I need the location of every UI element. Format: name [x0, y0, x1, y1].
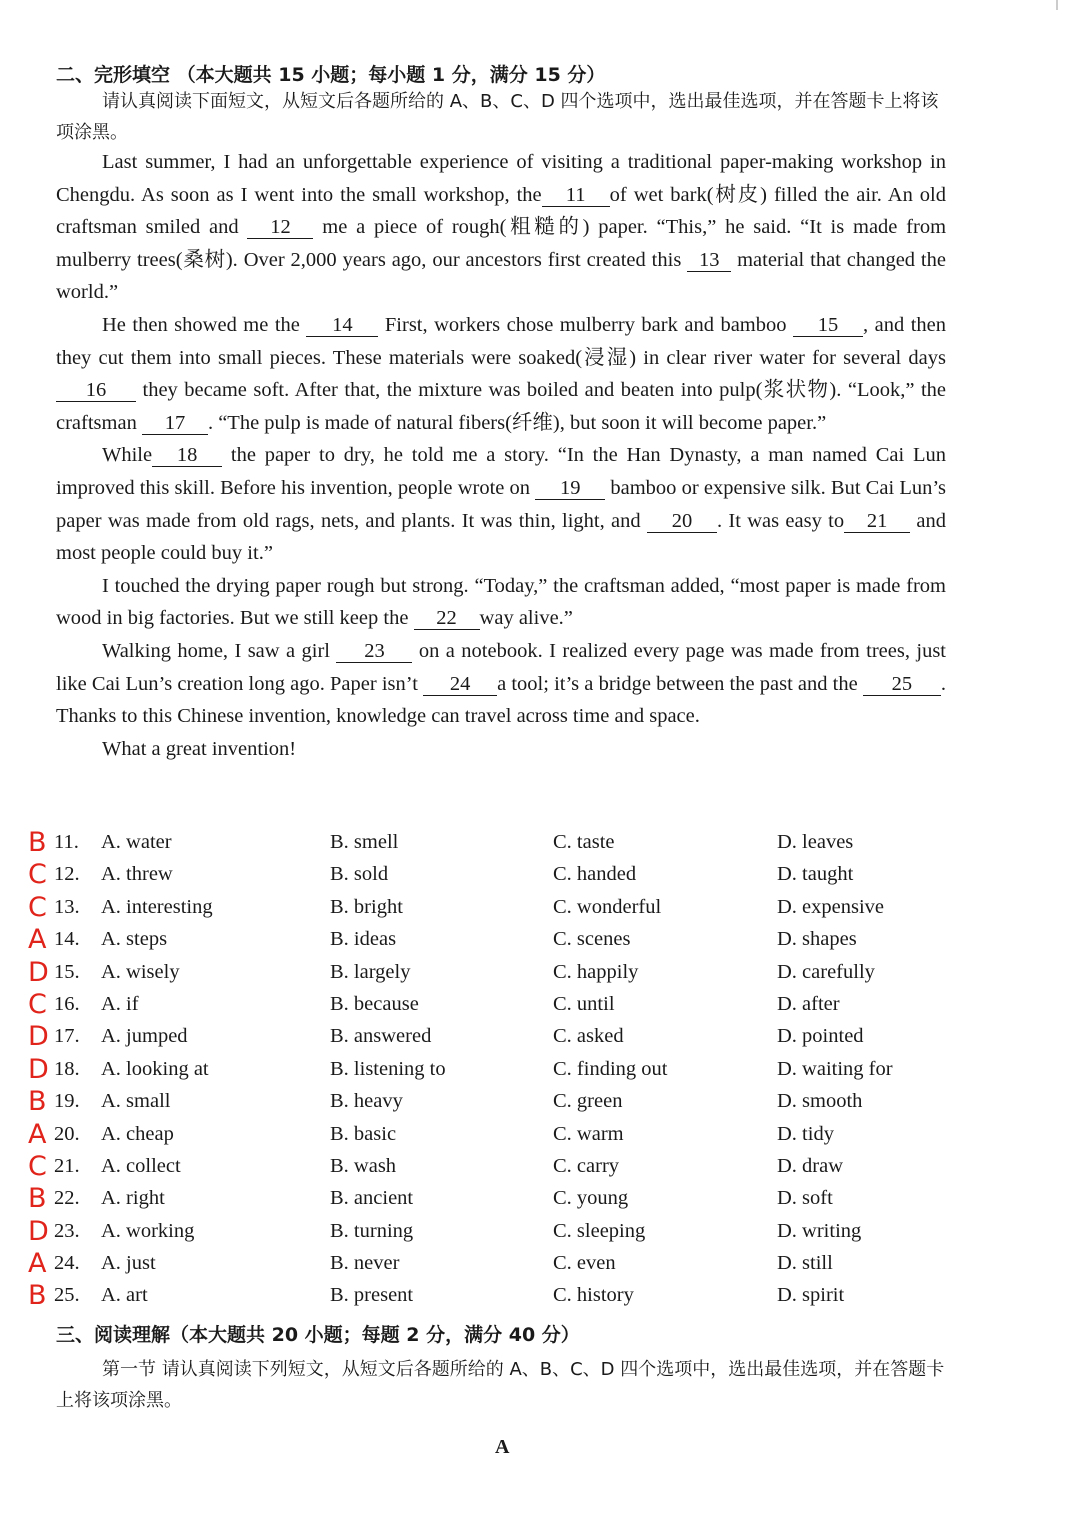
question-row — [0, 827, 1080, 863]
option-b: B. heavy — [330, 1090, 403, 1113]
question-row — [0, 1053, 1080, 1090]
option-d: D. smooth — [777, 1090, 863, 1113]
option-d: D. still — [777, 1252, 833, 1275]
option-d: D. tidy — [777, 1122, 834, 1145]
passage-paragraph-4 — [56, 570, 946, 635]
option-d: D. after — [777, 992, 840, 1015]
option-c: C. even — [553, 1252, 616, 1275]
option-c: C. taste — [553, 831, 615, 853]
handwritten-answer-mark: A — [28, 1248, 47, 1280]
blank-25: 25 — [863, 673, 941, 696]
blank-15: 15 — [793, 314, 863, 337]
handwritten-answer-mark: D — [28, 1215, 49, 1247]
passage-text: bamboo or expensive silk. But Cai Lun’s paper was made from old rags, nets, and plants. It was thin, light, and — [56, 476, 947, 532]
handwritten-answer-mark: D — [28, 1021, 49, 1053]
option-c: C. wonderful — [553, 895, 662, 918]
passage-text: material that changed the world.” — [56, 248, 946, 304]
question-row — [0, 1118, 1080, 1155]
question-row — [0, 891, 1080, 928]
passage-text: First, workers chose mulberry bark and bamboo — [384, 313, 787, 336]
passage-text: way alive.” — [479, 607, 573, 630]
handwritten-answer-mark: C — [28, 988, 47, 1020]
section-2-instructions: 请认真阅读下面短文，从短文后各题所给的 A、B、C、D 四个选项中，选出最佳选项，并在答题卡上将该项涂黑。 — [56, 91, 939, 143]
option-c: C. sleeping — [553, 1219, 646, 1242]
passage-paragraph-5 — [56, 635, 946, 733]
question-row — [0, 1248, 1080, 1284]
passage-paragraph-1 — [56, 146, 946, 309]
question-number: 23. — [54, 1219, 80, 1242]
question-row — [0, 924, 1080, 960]
question-row — [0, 1086, 1080, 1122]
option-d: D. writing — [777, 1219, 862, 1242]
passage-closing-line: What a great invention! — [102, 737, 297, 760]
question-row — [0, 1021, 1080, 1057]
option-a: A. working — [101, 1219, 195, 1242]
question-number: 24. — [54, 1252, 80, 1275]
passage-text: on a notebook. I realized every page was made from trees, just like Cai Lun’s creation long ago. Paper isn’t — [56, 639, 946, 695]
option-b: B. listening to — [330, 1057, 446, 1080]
question-row — [0, 1183, 1080, 1219]
option-b: B. basic — [330, 1122, 397, 1145]
handwritten-answer-mark: B — [28, 827, 47, 858]
handwritten-answer-mark: B — [28, 1280, 47, 1312]
option-a: A. if — [101, 992, 139, 1015]
option-b: B. smell — [330, 831, 399, 853]
option-a: A. collect — [101, 1154, 181, 1177]
passage-text: . “The pulp is made of natural fibers(纤维), but soon it will become paper.” — [207, 411, 827, 434]
option-b: B. answered — [330, 1025, 432, 1048]
question-row — [0, 1215, 1080, 1252]
blank-23: 23 — [336, 640, 412, 663]
option-b: B. turning — [330, 1219, 414, 1242]
question-row — [0, 859, 1080, 895]
blank-11: 11 — [542, 184, 610, 207]
handwritten-answer-mark: D — [28, 1053, 49, 1085]
option-c: C. warm — [553, 1122, 624, 1145]
handwritten-answer-mark: A — [28, 1118, 47, 1150]
option-d: D. waiting for — [777, 1057, 893, 1080]
option-b: B. because — [330, 992, 419, 1015]
passage-text: the paper to dry, he told me a story. “In the Han Dynasty, a man named Cai Lun improved this skill. Before his invention, people wrote on — [56, 444, 946, 499]
passage-text: , and then they cut them into small pieces. These materials were soaked(浸湿) in clear river water for several days — [56, 313, 947, 369]
option-a: A. threw — [101, 863, 173, 886]
section-3-instructions: 第一节 请认真阅读下列短文，从短文后各题所给的 A、B、C、D 四个选项中，选出最佳选项，并在答题卡上将该项涂黑。 — [56, 1359, 945, 1411]
blank-18: 18 — [152, 444, 222, 467]
option-a: A. cheap — [101, 1122, 174, 1145]
passage-paragraph-3 — [56, 439, 946, 569]
question-number: 20. — [54, 1122, 80, 1145]
option-c: C. finding out — [553, 1057, 668, 1080]
option-d: D. carefully — [777, 960, 875, 983]
section-2-heading: 二、完形填空 （本大题共 15 小题；每小题 1 分，满分 15 分） — [56, 64, 606, 86]
question-number: 12. — [54, 863, 80, 886]
passage-text: He then showed me the — [102, 313, 300, 336]
cloze-passage — [56, 146, 946, 765]
answer-options-list — [0, 827, 1080, 1317]
blank-12: 12 — [247, 216, 313, 239]
scan-edge-mark — [1056, 0, 1058, 10]
passage-text: me a piece of rough(粗糙的) paper. “This,” he said. “It is made from mulberry trees(桑树). Over 2,000 years ago, our ancestors first created this — [56, 216, 947, 271]
option-c: C. scenes — [553, 928, 631, 951]
option-d: D. leaves — [777, 831, 854, 853]
passage-text: While — [102, 444, 153, 467]
passage-text: . It was easy to — [716, 509, 845, 532]
option-a: A. jumped — [101, 1025, 188, 1048]
handwritten-answer-mark: C — [28, 891, 47, 923]
option-b: B. present — [330, 1284, 414, 1307]
option-b: B. largely — [330, 960, 411, 983]
blank-14: 14 — [306, 314, 378, 337]
option-a: A. just — [101, 1252, 156, 1275]
question-number: 13. — [54, 895, 80, 918]
option-b: B. bright — [330, 895, 403, 918]
section-3-heading: 三、阅读理解（本大题共 20 小题；每题 2 分，满分 40 分） — [56, 1324, 580, 1346]
handwritten-answer-mark: A — [28, 924, 47, 956]
handwritten-answer-mark: C — [28, 1150, 47, 1182]
blank-17: 17 — [142, 412, 208, 435]
passage-text: . Thanks to this Chinese invention, knowledge can travel across time and space. — [56, 672, 946, 728]
question-number: 15. — [54, 960, 80, 983]
option-d: D. soft — [777, 1187, 833, 1210]
blank-22: 22 — [414, 607, 480, 630]
blank-13: 13 — [687, 249, 731, 272]
question-number: 19. — [54, 1090, 80, 1113]
handwritten-answer-mark: B — [28, 1086, 47, 1118]
option-d: D. taught — [777, 863, 854, 886]
option-a: A. right — [101, 1187, 165, 1210]
question-number: 16. — [54, 992, 80, 1015]
question-number: 17. — [54, 1025, 80, 1048]
blank-16: 16 — [56, 379, 136, 402]
question-row — [0, 1150, 1080, 1187]
option-c: C. green — [553, 1090, 623, 1113]
passage-text: they became soft. After that, the mixture was boiled and beaten into pulp(浆状物). “Look,” the craftsman — [56, 379, 946, 434]
option-a: A. looking at — [101, 1057, 209, 1080]
handwritten-answer-mark: B — [28, 1183, 47, 1215]
blank-24: 24 — [423, 673, 497, 696]
passage-text: a tool; it’s a bridge between the past and the — [497, 672, 858, 695]
handwritten-answer-mark: D — [28, 956, 49, 988]
option-d: D. shapes — [777, 928, 857, 951]
passage-text: Walking home, I saw a girl — [102, 639, 331, 662]
option-b: B. wash — [330, 1154, 397, 1177]
question-number: 22. — [54, 1187, 80, 1210]
option-b: B. never — [330, 1252, 400, 1275]
option-c: C. young — [553, 1187, 629, 1210]
option-a: A. wisely — [101, 960, 180, 983]
option-a: A. art — [101, 1284, 148, 1307]
passage-paragraph-2 — [56, 309, 946, 439]
option-d: D. draw — [777, 1154, 844, 1177]
option-b: B. ancient — [330, 1187, 414, 1210]
blank-19: 19 — [535, 477, 605, 500]
question-number: 18. — [54, 1057, 80, 1080]
question-row — [0, 988, 1080, 1025]
option-d: D. spirit — [777, 1284, 845, 1307]
option-c: C. until — [553, 992, 615, 1015]
passage-text: Last summer, I had an unforgettable experience of visiting a traditional paper-making workshop in Chengdu. As soon as I went into the small workshop, the — [56, 151, 946, 206]
question-row — [0, 1280, 1080, 1316]
question-number: 11. — [54, 831, 79, 853]
handwritten-answer-mark: C — [28, 859, 47, 891]
question-row — [0, 956, 1080, 993]
passage-label: A — [495, 1436, 510, 1458]
option-c: C. happily — [553, 960, 639, 983]
option-d: D. pointed — [777, 1025, 864, 1048]
question-number: 21. — [54, 1154, 80, 1177]
option-c: C. carry — [553, 1154, 620, 1177]
passage-text: of wet bark(树皮) filled the air. An old craftsman smiled and — [56, 183, 947, 239]
question-number: 14. — [54, 928, 80, 951]
blank-20: 20 — [647, 510, 717, 533]
option-b: B. sold — [330, 863, 389, 886]
option-c: C. history — [553, 1284, 634, 1307]
passage-text: I touched the drying paper rough but strong. “Today,” the craftsman added, “most paper is made from wood in big factories. But we still keep the — [56, 574, 946, 630]
question-number: 25. — [54, 1284, 80, 1307]
option-a: A. interesting — [101, 895, 213, 918]
blank-21: 21 — [844, 510, 910, 533]
option-b: B. ideas — [330, 928, 397, 951]
option-a: A. small — [101, 1090, 171, 1113]
option-a: A. water — [101, 831, 172, 853]
passage-text: and most people could buy it.” — [56, 509, 947, 565]
option-c: C. handed — [553, 863, 637, 886]
option-a: A. steps — [101, 928, 168, 951]
option-c: C. asked — [553, 1025, 624, 1048]
option-d: D. expensive — [777, 895, 885, 918]
